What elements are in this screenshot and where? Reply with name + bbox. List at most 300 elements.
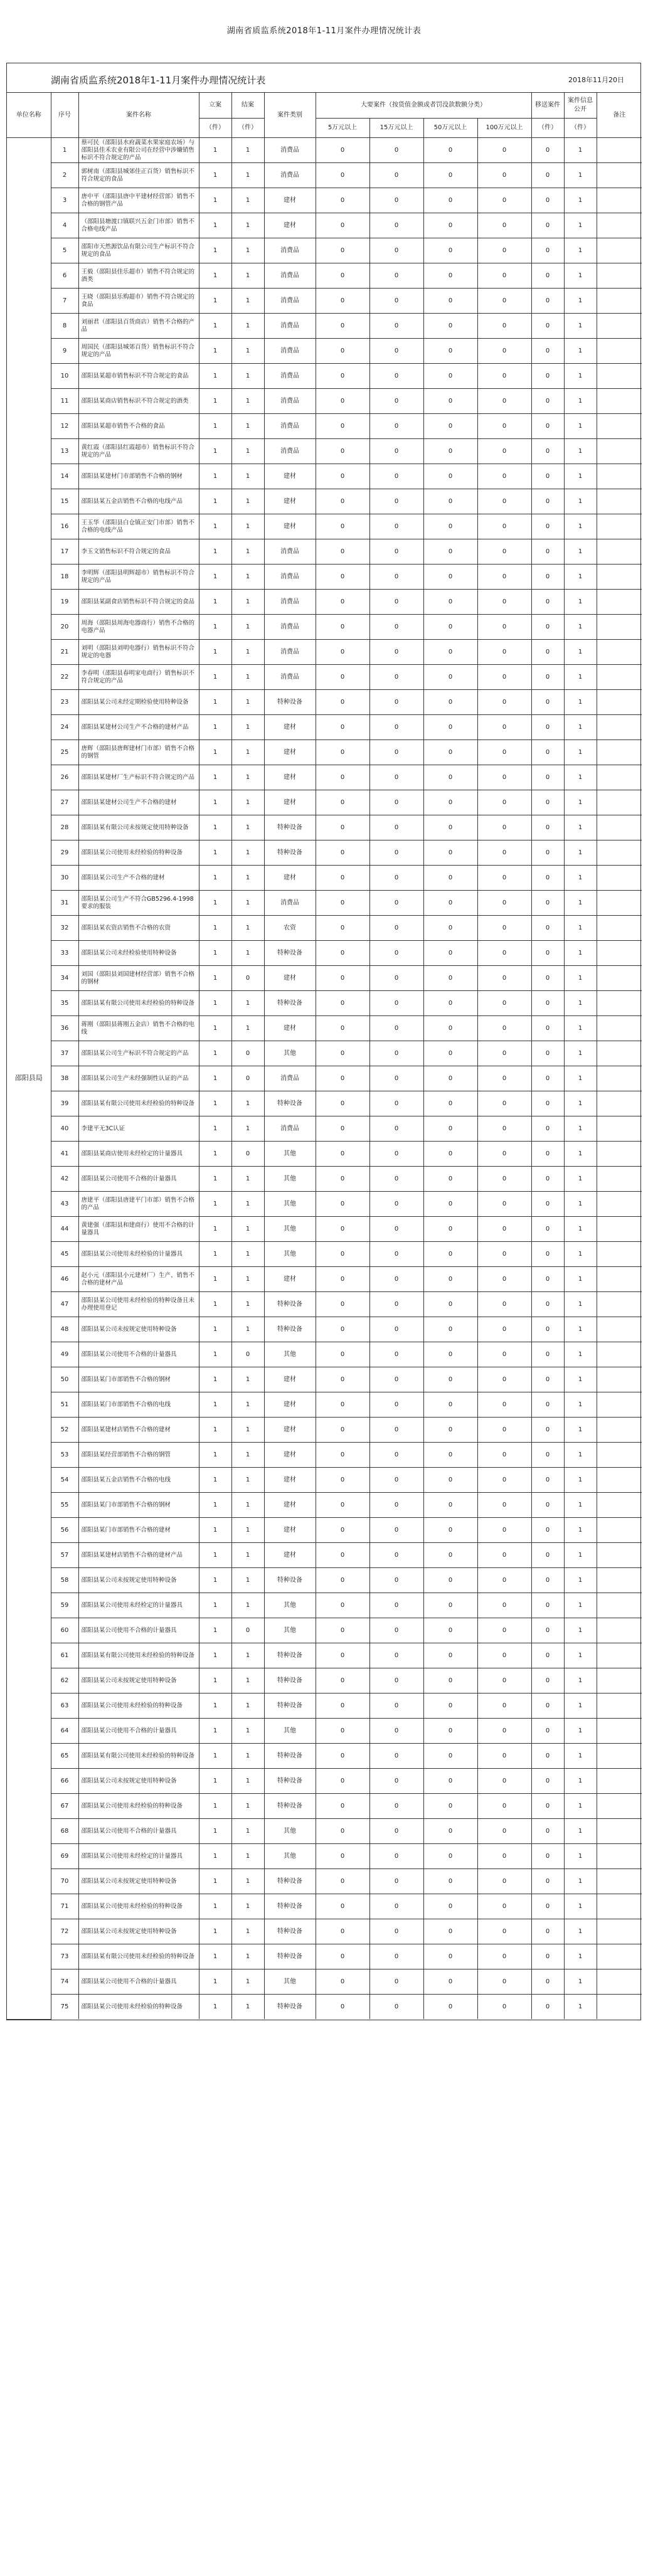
cell-category: 其他: [264, 1593, 316, 1618]
cell-seq: 16: [51, 514, 78, 539]
cell-public: 1: [564, 866, 597, 891]
table-row: [7, 439, 642, 464]
cell-band-100w: 0: [477, 665, 531, 690]
table-row: [7, 1192, 642, 1217]
cell-transfer: 0: [531, 815, 564, 840]
cell-public: 1: [564, 1819, 597, 1844]
cell-seq: 75: [51, 1995, 78, 2020]
cell-band-100w: 0: [477, 590, 531, 615]
cell-band-100w: 0: [477, 289, 531, 314]
cell-band-15w: 0: [369, 1919, 423, 1944]
cell-band-15w: 0: [369, 765, 423, 790]
cell-band-15w: 0: [369, 640, 423, 665]
cell-filed: 1: [199, 1392, 231, 1418]
cell-seq: 11: [51, 389, 78, 414]
cell-band-15w: 0: [369, 539, 423, 564]
cell-closed: 1: [231, 740, 264, 765]
cell-band-100w: 0: [477, 213, 531, 238]
cell-filed: 1: [199, 489, 231, 514]
cell-category: 建材: [264, 1016, 316, 1041]
cell-band-5w: 0: [316, 715, 369, 740]
cell-category: 消费品: [264, 439, 316, 464]
cell-band-100w: 0: [477, 1919, 531, 1944]
cell-category: 特种设备: [264, 1869, 316, 1894]
cell-band-5w: 0: [316, 1719, 369, 1744]
cell-seq: 53: [51, 1443, 78, 1468]
cell-band-15w: 0: [369, 1342, 423, 1367]
cell-seq: 2: [51, 163, 78, 188]
cell-band-15w: 0: [369, 1568, 423, 1593]
cell-remark: [597, 1167, 642, 1192]
cell-remark: [597, 1443, 642, 1468]
cell-seq: 41: [51, 1142, 78, 1167]
cell-band-100w: 0: [477, 1819, 531, 1844]
cell-closed: 0: [231, 1066, 264, 1091]
cell-case-name: 李玉文销售标识不符合规定的食品: [78, 539, 199, 564]
table-row: [7, 1392, 642, 1418]
cell-public: 1: [564, 1342, 597, 1367]
cell-public: 1: [564, 1217, 597, 1242]
cell-band-5w: 0: [316, 289, 369, 314]
cell-band-5w: 0: [316, 866, 369, 891]
cell-category: 特种设备: [264, 815, 316, 840]
table-row: [7, 1443, 642, 1468]
cell-remark: [597, 790, 642, 815]
cell-band-5w: 0: [316, 1618, 369, 1643]
cell-category: 消费品: [264, 138, 316, 163]
cell-band-5w: 0: [316, 815, 369, 840]
cell-band-100w: 0: [477, 339, 531, 364]
cell-band-5w: 0: [316, 1367, 369, 1392]
cell-category: 其他: [264, 1167, 316, 1192]
cell-band-100w: 0: [477, 1041, 531, 1066]
cell-seq: 44: [51, 1217, 78, 1242]
cell-band-100w: 0: [477, 1668, 531, 1693]
cell-seq: 17: [51, 539, 78, 564]
table-row: [7, 1367, 642, 1392]
cell-seq: 35: [51, 991, 78, 1016]
cell-closed: 1: [231, 238, 264, 263]
cell-public: 1: [564, 1468, 597, 1493]
cell-band-5w: 0: [316, 1392, 369, 1418]
cell-filed: 1: [199, 1543, 231, 1568]
cell-closed: 1: [231, 1091, 264, 1116]
cell-category: 建材: [264, 866, 316, 891]
table-row: [7, 1342, 642, 1367]
cell-band-100w: 0: [477, 1643, 531, 1668]
cell-band-100w: 0: [477, 188, 531, 213]
cell-transfer: 0: [531, 1969, 564, 1995]
table-row: [7, 339, 642, 364]
cell-transfer: 0: [531, 439, 564, 464]
cell-band-15w: 0: [369, 188, 423, 213]
cell-public: 1: [564, 564, 597, 590]
cell-band-5w: 0: [316, 1769, 369, 1794]
cell-public: 1: [564, 1969, 597, 1995]
cell-band-5w: 0: [316, 514, 369, 539]
cell-band-5w: 0: [316, 740, 369, 765]
cell-filed: 1: [199, 1016, 231, 1041]
cell-case-name: 邵阳县某建材厂生产标识不符合规定的产品: [78, 765, 199, 790]
table-row: [7, 1116, 642, 1142]
cell-remark: [597, 1317, 642, 1342]
cell-band-100w: 0: [477, 564, 531, 590]
header-transfer-unit: （件）: [531, 119, 564, 138]
cell-seq: 54: [51, 1468, 78, 1493]
table-row: [7, 539, 642, 564]
cell-transfer: 0: [531, 1493, 564, 1518]
cell-transfer: 0: [531, 916, 564, 941]
cell-band-50w: 0: [423, 1919, 477, 1944]
cell-public: 1: [564, 1919, 597, 1944]
cell-filed: 1: [199, 1041, 231, 1066]
cell-band-15w: 0: [369, 1167, 423, 1192]
cell-seq: 9: [51, 339, 78, 364]
table-row: [7, 163, 642, 188]
cell-category: 特种设备: [264, 1668, 316, 1693]
cell-band-5w: 0: [316, 414, 369, 439]
cell-category: 特种设备: [264, 1944, 316, 1969]
cell-filed: 1: [199, 1794, 231, 1819]
cell-band-50w: 0: [423, 590, 477, 615]
cell-remark: [597, 941, 642, 966]
cell-closed: 1: [231, 339, 264, 364]
cell-transfer: 0: [531, 1844, 564, 1869]
cell-closed: 1: [231, 1995, 264, 2020]
table-row: [7, 1719, 642, 1744]
cell-category: 其他: [264, 1217, 316, 1242]
table-row: [7, 414, 642, 439]
cell-band-100w: 0: [477, 389, 531, 414]
cell-category: 消费品: [264, 238, 316, 263]
cell-band-5w: 0: [316, 464, 369, 489]
cell-closed: 1: [231, 1016, 264, 1041]
cell-band-5w: 0: [316, 790, 369, 815]
cell-band-50w: 0: [423, 916, 477, 941]
cell-band-50w: 0: [423, 765, 477, 790]
cell-remark: [597, 1593, 642, 1618]
cell-public: 1: [564, 314, 597, 339]
cell-closed: 1: [231, 514, 264, 539]
cell-closed: 1: [231, 840, 264, 866]
cell-band-50w: 0: [423, 1969, 477, 1995]
cell-public: 1: [564, 213, 597, 238]
cell-remark: [597, 564, 642, 590]
table-row: [7, 514, 642, 539]
cell-filed: 1: [199, 1116, 231, 1142]
cell-band-50w: 0: [423, 1493, 477, 1518]
header-row-1: [7, 93, 642, 119]
cell-case-name: 邵阳县某公司使用未经检验的特种设备: [78, 840, 199, 866]
cell-closed: 1: [231, 263, 264, 289]
cell-case-name: 李建平无3C认证: [78, 1116, 199, 1142]
cell-filed: 1: [199, 1418, 231, 1443]
cell-public: 1: [564, 514, 597, 539]
cell-seq: 70: [51, 1869, 78, 1894]
cell-closed: 1: [231, 916, 264, 941]
cell-closed: 1: [231, 564, 264, 590]
cell-category: 其他: [264, 1618, 316, 1643]
cell-band-5w: 0: [316, 1192, 369, 1217]
cell-seq: 42: [51, 1167, 78, 1192]
cell-band-50w: 0: [423, 690, 477, 715]
cell-seq: 61: [51, 1643, 78, 1668]
cell-case-name: 赵小元（邵阳县小元建材厂）生产、销售不合格的建材产品: [78, 1267, 199, 1292]
cell-band-50w: 0: [423, 1392, 477, 1418]
cell-band-15w: 0: [369, 1643, 423, 1668]
table-row: [7, 1468, 642, 1493]
cell-filed: 1: [199, 1769, 231, 1794]
cell-remark: [597, 1794, 642, 1819]
cell-closed: 1: [231, 1543, 264, 1568]
header-public-unit: （件）: [564, 119, 597, 138]
cell-filed: 1: [199, 1242, 231, 1267]
cell-seq: 33: [51, 941, 78, 966]
cell-band-5w: 0: [316, 1317, 369, 1342]
cell-filed: 1: [199, 339, 231, 364]
table-row: [7, 665, 642, 690]
table-row: [7, 263, 642, 289]
header-closed-unit: （件）: [231, 119, 264, 138]
cell-transfer: 0: [531, 1668, 564, 1693]
cell-band-15w: 0: [369, 339, 423, 364]
cell-case-name: 唐建平（邵阳县唐建平门市部）销售不合格的产品: [78, 1192, 199, 1217]
cell-case-name: 李春明（邵阳县春明家电商行）销售标识不符合规定的产品: [78, 665, 199, 690]
cell-band-100w: 0: [477, 1969, 531, 1995]
table-row: [7, 1618, 642, 1643]
cell-public: 1: [564, 891, 597, 916]
cell-seq: 49: [51, 1342, 78, 1367]
cell-band-100w: 0: [477, 539, 531, 564]
cell-category: 消费品: [264, 389, 316, 414]
cell-filed: 1: [199, 1518, 231, 1543]
cell-public: 1: [564, 1894, 597, 1919]
cell-remark: [597, 1769, 642, 1794]
cell-remark: [597, 991, 642, 1016]
cell-category: 其他: [264, 1041, 316, 1066]
cell-case-name: 邵阳县某有限公司使用未经检验的特种设备: [78, 1744, 199, 1769]
cell-band-100w: 0: [477, 263, 531, 289]
cell-band-15w: 0: [369, 238, 423, 263]
table-row: [7, 1794, 642, 1819]
cell-band-5w: 0: [316, 489, 369, 514]
cell-public: 1: [564, 1493, 597, 1518]
cell-remark: [597, 1242, 642, 1267]
cell-public: 1: [564, 1367, 597, 1392]
cell-filed: 1: [199, 1342, 231, 1367]
cell-transfer: 0: [531, 1543, 564, 1568]
table-row: [7, 1944, 642, 1969]
cell-closed: 1: [231, 1367, 264, 1392]
cell-transfer: 0: [531, 289, 564, 314]
cell-public: 1: [564, 439, 597, 464]
cell-closed: 1: [231, 464, 264, 489]
table-row: [7, 1643, 642, 1668]
cell-band-50w: 0: [423, 1041, 477, 1066]
table-row: [7, 1142, 642, 1167]
cell-closed: 1: [231, 163, 264, 188]
cell-filed: 1: [199, 1568, 231, 1593]
cell-closed: 1: [231, 1693, 264, 1719]
cell-case-name: 周海（邵阳县周海电器商行）销售不合格的电器产品: [78, 615, 199, 640]
cell-case-name: 邵阳县某建材公司生产不合格的建材: [78, 790, 199, 815]
cell-seq: 62: [51, 1668, 78, 1693]
cell-transfer: 0: [531, 213, 564, 238]
cell-public: 1: [564, 765, 597, 790]
cell-band-100w: 0: [477, 1894, 531, 1919]
cell-band-50w: 0: [423, 1769, 477, 1794]
cell-seq: 50: [51, 1367, 78, 1392]
cell-transfer: 0: [531, 1894, 564, 1919]
table-row: [7, 1819, 642, 1844]
cell-band-15w: 0: [369, 1116, 423, 1142]
cell-closed: 1: [231, 665, 264, 690]
cell-transfer: 0: [531, 966, 564, 991]
cell-band-50w: 0: [423, 339, 477, 364]
cell-closed: 0: [231, 1041, 264, 1066]
cell-band-50w: 0: [423, 1342, 477, 1367]
cell-transfer: 0: [531, 1192, 564, 1217]
table-row: [7, 765, 642, 790]
cell-band-5w: 0: [316, 891, 369, 916]
table-row: [7, 1493, 642, 1518]
cell-closed: 1: [231, 414, 264, 439]
cell-case-name: （邵阳县塘渡口镇联兴五金门市部）销售不合格电线产品: [78, 213, 199, 238]
cell-case-name: 邵阳县某建材门市部销售不合格的钢材: [78, 464, 199, 489]
cell-band-15w: 0: [369, 1267, 423, 1292]
cell-band-100w: 0: [477, 1995, 531, 2020]
cell-transfer: 0: [531, 640, 564, 665]
cell-transfer: 0: [531, 539, 564, 564]
cell-transfer: 0: [531, 790, 564, 815]
cell-band-5w: 0: [316, 1418, 369, 1443]
cell-category: 特种设备: [264, 1794, 316, 1819]
cell-remark: [597, 489, 642, 514]
cell-seq: 47: [51, 1292, 78, 1317]
document-title: 湖南省质监系统2018年1-11月案件办理情况统计表: [226, 26, 422, 36]
cell-category: 建材: [264, 1493, 316, 1518]
cell-band-5w: 0: [316, 1969, 369, 1995]
cell-transfer: 0: [531, 715, 564, 740]
cell-band-5w: 0: [316, 840, 369, 866]
cell-seq: 71: [51, 1894, 78, 1919]
cell-band-50w: 0: [423, 1468, 477, 1493]
table-row: [7, 941, 642, 966]
cell-category: 其他: [264, 1719, 316, 1744]
cell-band-50w: 0: [423, 1116, 477, 1142]
cell-band-5w: 0: [316, 665, 369, 690]
cell-band-50w: 0: [423, 740, 477, 765]
table-row: [7, 916, 642, 941]
table-row: [7, 1919, 642, 1944]
cell-band-15w: 0: [369, 1493, 423, 1518]
cell-band-50w: 0: [423, 1543, 477, 1568]
cell-band-50w: 0: [423, 1819, 477, 1844]
cell-category: 消费品: [264, 1116, 316, 1142]
cell-case-name: 邵阳县某公司使用不合格的计量器具: [78, 1618, 199, 1643]
cell-band-50w: 0: [423, 1593, 477, 1618]
cell-seq: 26: [51, 765, 78, 790]
cell-seq: 57: [51, 1543, 78, 1568]
cell-public: 1: [564, 1995, 597, 2020]
cell-band-50w: 0: [423, 163, 477, 188]
cell-band-50w: 0: [423, 464, 477, 489]
cell-band-15w: 0: [369, 1995, 423, 2020]
cell-public: 1: [564, 163, 597, 188]
cell-seq: 51: [51, 1392, 78, 1418]
cell-remark: [597, 1016, 642, 1041]
cell-band-5w: 0: [316, 1041, 369, 1066]
cell-band-50w: 0: [423, 1643, 477, 1668]
cell-band-5w: 0: [316, 1242, 369, 1267]
cell-category: 其他: [264, 1342, 316, 1367]
cell-remark: [597, 1292, 642, 1317]
cell-band-50w: 0: [423, 263, 477, 289]
cell-band-5w: 0: [316, 1643, 369, 1668]
cell-public: 1: [564, 815, 597, 840]
cell-band-100w: 0: [477, 640, 531, 665]
cell-band-5w: 0: [316, 1091, 369, 1116]
cell-band-50w: 0: [423, 1167, 477, 1192]
cell-band-5w: 0: [316, 339, 369, 364]
table-row: [7, 1969, 642, 1995]
cell-closed: 1: [231, 815, 264, 840]
cell-filed: 1: [199, 615, 231, 640]
cell-case-name: 邵阳县某公司生产不合格的建材: [78, 866, 199, 891]
cell-transfer: 0: [531, 1719, 564, 1744]
cell-band-100w: 0: [477, 414, 531, 439]
cell-case-name: 邵阳县某公司生产未经强制性认证的产品: [78, 1066, 199, 1091]
cell-category: 特种设备: [264, 1769, 316, 1794]
cell-transfer: 0: [531, 1643, 564, 1668]
cell-category: 建材: [264, 790, 316, 815]
cell-band-50w: 0: [423, 188, 477, 213]
table-row: [7, 489, 642, 514]
cell-band-15w: 0: [369, 1217, 423, 1242]
cell-remark: [597, 615, 642, 640]
table-row: [7, 1041, 642, 1066]
cell-category: 建材: [264, 1518, 316, 1543]
cell-band-100w: 0: [477, 891, 531, 916]
cell-band-15w: 0: [369, 163, 423, 188]
cell-public: 1: [564, 138, 597, 163]
cell-case-name: 蒋刚（邵阳县蒋刚五金店）销售不合格的电线: [78, 1016, 199, 1041]
cell-seq: 23: [51, 690, 78, 715]
cell-case-name: 邵阳县某超市销售标识不符合规定的食品: [78, 364, 199, 389]
cell-band-50w: 0: [423, 840, 477, 866]
cell-case-name: 邵阳县某公司使用不合格的计量器具: [78, 1167, 199, 1192]
cell-closed: 1: [231, 991, 264, 1016]
cell-band-100w: 0: [477, 1844, 531, 1869]
cell-transfer: 0: [531, 564, 564, 590]
cell-case-name: 邵阳县某公司未经检验使用特种设备: [78, 941, 199, 966]
cell-closed: 1: [231, 1643, 264, 1668]
cell-closed: 1: [231, 1392, 264, 1418]
cell-band-100w: 0: [477, 364, 531, 389]
cell-case-name: 邵阳县某公司生产不符合GB5296.4-1998要求的服装: [78, 891, 199, 916]
cell-transfer: 0: [531, 138, 564, 163]
cell-transfer: 0: [531, 464, 564, 489]
cell-band-100w: 0: [477, 840, 531, 866]
cell-category: 消费品: [264, 163, 316, 188]
cell-category: 建材: [264, 489, 316, 514]
cell-band-5w: 0: [316, 1593, 369, 1618]
cell-band-15w: 0: [369, 564, 423, 590]
cell-closed: 1: [231, 1217, 264, 1242]
cell-transfer: 0: [531, 263, 564, 289]
cell-filed: 1: [199, 790, 231, 815]
cell-case-name: 周国民（邵阳县城郊百货）销售标识不符合规定的产品: [78, 339, 199, 364]
